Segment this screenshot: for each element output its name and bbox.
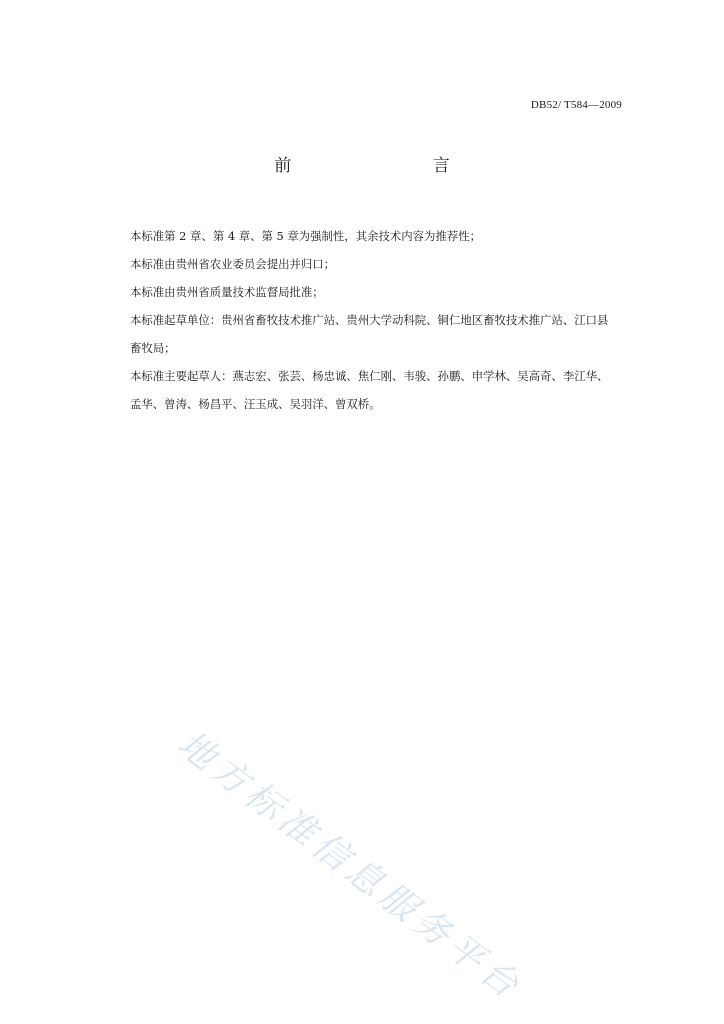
paragraph-approved-by: 本标准由贵州省质量技术监督局批准；	[130, 285, 324, 299]
paragraph-proposed-by: 本标准由贵州省农业委员会提出并归口；	[130, 257, 336, 271]
page-title: 前 言	[274, 156, 518, 176]
paragraph-drafting-units: 本标准起草单位：贵州省畜牧技术推广站、贵州大学动科院、铜仁地区畜牧技术推广站、江口县畜牧局；	[130, 313, 609, 355]
foreword-body	[130, 222, 618, 418]
paragraph-mandatory-chapters: 本标准第 2 章、第 4 章、第 5 章为强制性，其余技术内容为推荐性；	[130, 229, 482, 243]
paragraph-main-drafters: 本标准主要起草人：燕志宏、张芸、杨忠诚、焦仁刚、韦骏、孙鹏、申学林、吴高奇、李江华、孟华、曾涛、杨昌平、汪玉成、吴羽洋、曾双桥。	[130, 369, 609, 411]
watermark: 地方标准信息服务平台	[169, 723, 530, 1010]
standard-code: DB52/ T584—2009	[530, 99, 622, 111]
